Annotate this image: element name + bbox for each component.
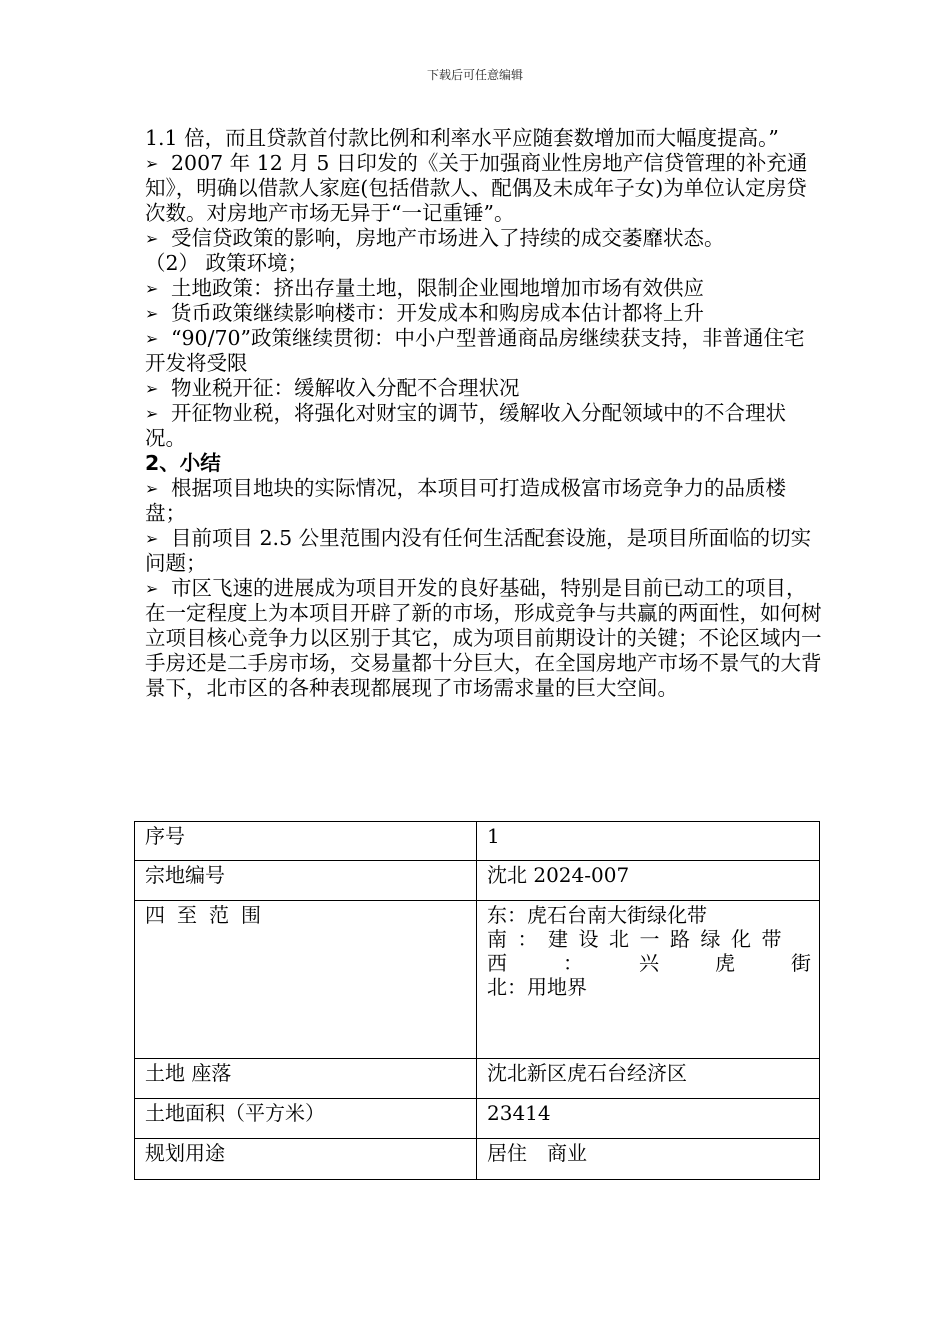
table-row: [135, 1139, 820, 1180]
table-label-cell: 规划用途: [135, 1139, 477, 1180]
bullet-text: 2007 年 12 月 5 日印发的《关于加强商业性房地产信贷管理的补充通知》，明确以借款人家庭(包括借款人、配偶及未成年子女)为单位认定房贷次数。对房地产市场无异于“一记重锤”。: [145, 151, 808, 225]
table-value-cell: 沈北新区虎石台经济区: [477, 1059, 820, 1099]
bullet-text: 开征物业税，将强化对财宝的调节，缓解收入分配领域中的不合理状况。: [145, 401, 786, 450]
bullet-text: 根据项目地块的实际情况，本项目可打造成极富市场竞争力的品质楼盘；: [145, 476, 786, 525]
boundary-south: 南：建设北一路绿化带: [487, 927, 792, 951]
boundary-west-part: 街: [791, 951, 811, 975]
arrow-bullet-icon: ➢: [145, 579, 159, 598]
arrow-bullet-icon: ➢: [145, 529, 159, 548]
section-subheading: （2） 政策环境；: [145, 251, 309, 275]
table-value-cell: 居住 商业: [477, 1139, 820, 1180]
bullet-text: 受信贷政策的影响，房地产市场进入了持续的成交萎靡状态。: [171, 226, 725, 250]
boundary-west-part: ：: [563, 951, 583, 975]
bullet-item: [145, 276, 825, 301]
bullet-item: [145, 301, 825, 326]
bullet-text: 市区飞速的进展成为项目开发的良好基础，特别是目前已动工的项目，在一定程度上为本项目开辟了新的市场，形成竞争与共赢的两面性，如何树立项目核心竞争力以区别于其它，成为项目前期设计的关键；不论区域内一手房还是二手房市场，交易量都十分巨大，在全国房地产市场不景气的大背景下，北市区的各种表现都展现了市场需求量的巨大空间。: [145, 576, 822, 700]
boundary-west-part: 虎: [715, 951, 735, 975]
table-label-cell: 土地面积（平方米）: [135, 1099, 477, 1139]
table-value-cell: 23414: [477, 1099, 820, 1139]
boundary-east: 东：虎石台南大街绿化带: [487, 903, 707, 927]
bullet-text: 货币政策继续影响楼市：开发成本和购房成本估计都将上升: [171, 301, 704, 325]
arrow-bullet-icon: ➢: [145, 329, 159, 348]
bullet-item: [145, 326, 825, 376]
bullet-item: [145, 401, 825, 451]
arrow-bullet-icon: ➢: [145, 404, 159, 423]
bullet-item: [145, 476, 825, 526]
arrow-bullet-icon: ➢: [145, 154, 159, 173]
table-row: [135, 861, 820, 901]
table-row: [135, 1059, 820, 1099]
arrow-bullet-icon: ➢: [145, 479, 159, 498]
boundary-north: 北：用地界: [487, 975, 587, 999]
table-label-cell: 四至范围: [135, 901, 477, 1059]
document-body: [145, 126, 825, 701]
section-heading: 2、小结: [145, 451, 221, 475]
page-header: 下载后可任意编辑: [426, 68, 523, 82]
arrow-bullet-icon: ➢: [145, 229, 159, 248]
arrow-bullet-icon: ➢: [145, 279, 159, 298]
table-value-cell: 沈北 2024-007: [477, 861, 820, 901]
boundary-west-part: 西: [487, 951, 507, 975]
arrow-bullet-icon: ➢: [145, 379, 159, 398]
table-label-cell: 土地 座落: [135, 1059, 477, 1099]
table-label-cell: 序号: [135, 822, 477, 861]
arrow-bullet-icon: ➢: [145, 304, 159, 323]
bullet-text: “90/70”政策继续贯彻：中小户型普通商品房继续获支持，非普通住宅开发将受限: [145, 326, 805, 375]
table-row: [135, 822, 820, 861]
bullet-item: [145, 151, 825, 226]
bullet-text: 目前项目 2.5 公里范围内没有任何生活配套设施，是项目所面临的切实问题；: [145, 526, 812, 575]
table-value-cell: 1: [477, 822, 820, 861]
table-label-cell: 宗地编号: [135, 861, 477, 901]
boundary-west: [487, 951, 811, 975]
bullet-item: [145, 526, 825, 576]
land-info-table: [134, 821, 820, 1180]
bullet-item: [145, 226, 825, 251]
boundary-cell: [477, 901, 820, 1059]
bullet-item: [145, 376, 825, 401]
bullet-text: 土地政策：挤出存量土地，限制企业囤地增加市场有效供应: [171, 276, 704, 300]
table-row: [135, 1099, 820, 1139]
bullet-item: [145, 576, 825, 701]
boundary-west-part: 兴: [639, 951, 659, 975]
table-row: [135, 901, 820, 1059]
paragraph-continuation: 1.1 倍，而且贷款首付款比例和利率水平应随套数增加而大幅度提高。”: [145, 126, 779, 150]
bullet-text: 物业税开征：缓解收入分配不合理状况: [171, 376, 520, 400]
